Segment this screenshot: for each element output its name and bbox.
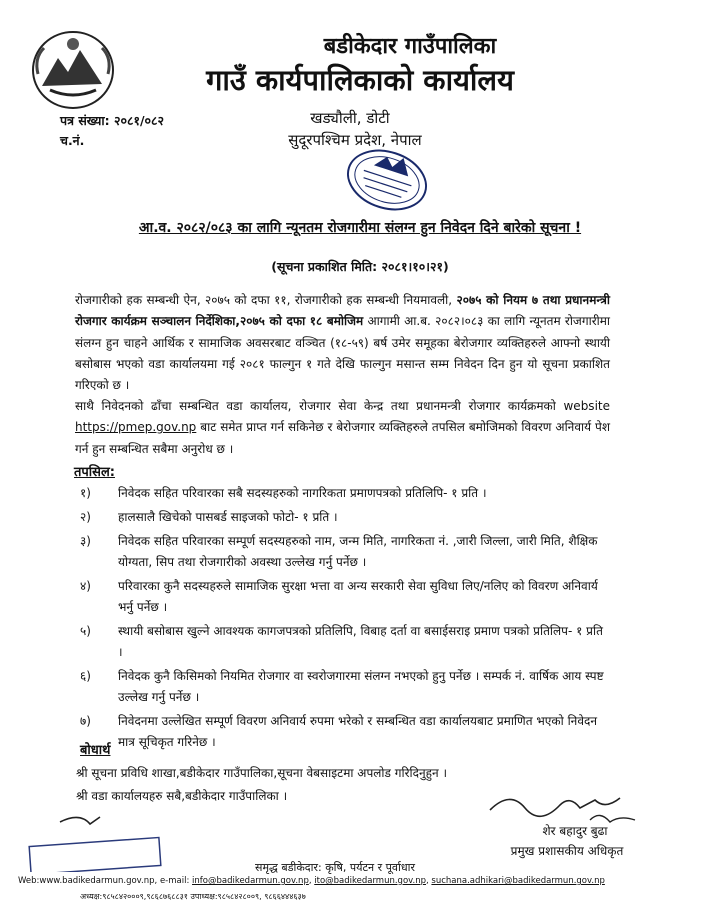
list-item-number: ५) [80,624,91,638]
address-line-2: सुदूरपश्चिम प्रदेश, नेपाल [288,131,422,149]
list-item-number: २) [80,510,91,524]
list-item-number: ३) [80,534,91,548]
list-item-text: स्थायी बसोबास खुल्ने आवश्यक कागजपत्रको प्रतिलिपि, विबाह दर्ता वा बसाईसराइ प्रमाण पत्रको प्रतिलिप- १ प्रति । [118,624,603,659]
email-link-suchana[interactable]: suchana.adhikari@badikedarmun.gov.np [431,876,605,886]
nepal-emblem-logo [30,28,116,112]
list-item-text: परिवारका कुनै सदस्यहरुले सामाजिक सुरक्षा भत्ता वा अन्य सरकारी सेवा सुविधा लिए/नलिए को विवरण अनिवार्य भर्नु पर्नेछ । [118,579,598,614]
para1-text-bold: २०७५ को नियम ७ तथा प्रधानमन्त्री रोजगार कार्यक्रम सञ्चालन निर्देशिका,२०७५ को दफा १८ बमोजिम [75,293,610,329]
signatory-title: प्रमुख प्रशासकीय अधिकृत [510,844,624,858]
list-item-number: ६) [80,669,91,683]
footer-slogan: समृद्ध बडीकेदार: कृषि, पर्यटन र पूर्वाधार [255,861,415,874]
website-link[interactable]: https://pmep.gov.np [75,420,197,435]
list-item [80,507,608,528]
notice-title: आ.व. २०८२/०८३ का लागि न्यूनतम रोजगारीमा संलग्न हुन निवेदन दिने बारेको सूचना ! [138,220,582,236]
list-item [80,621,608,663]
list-item [80,576,608,618]
signatory-name: शेर बहादुर बुढा [542,824,608,838]
para1-text-a: रोजगारीको हक सम्बन्धी ऐन, २०७५ को दफा ११, रोजगारीको हक सम्बन्धी नियमावली, [75,293,457,307]
list-item-text: निवेदनमा उल्लेखित सम्पूर्ण विवरण अनिवार्य रुपमा भरेको र सम्बन्धित वडा कार्यालयबाट प्रमाणित भएको निवेदन मात्र सूचिकृत गरिनेछ । [118,714,598,749]
list-item-number: १) [80,486,91,500]
office-title: गाउँ कार्यपालिकाको कार्यालय [206,63,514,97]
list-item-text: निवेदक सहित परिवारका सबै सदस्यहरुको नागरिकता प्रमाणपत्रको प्रतिलिपि- १ प्रति । [118,486,487,500]
bodhartha-heading: बोधार्थ [80,743,111,758]
para2-text-b: बाट समेत प्राप्त गर्न सकिनेछ र बेरोजगार व्यक्तिहरुले तपसिल बमोजिमको विवरण अनिवार्य पेश गर्न हुन सम्बन्धित सबैमा अनुरोध छ । [75,420,610,456]
publication-date: (सूचना प्रकाशित मिति: २०८१।१०।२१) [271,259,449,274]
tapasil-list [80,483,608,756]
office-name: बडीकेदार गाउँपालिका [323,34,497,59]
list-item-number: ४) [80,579,91,593]
notice-paragraph-1 [75,290,610,396]
list-item [80,531,608,573]
notice-paragraph-2 [75,396,610,460]
list-item [80,483,608,504]
email-link-ito[interactable]: ito@badikedarmun.gov.np [314,876,427,886]
office-seal-stamp [340,140,434,220]
email-link-info[interactable]: info@badikedarmun.gov.np [192,876,309,886]
dispatch-number: च.नं. [60,133,85,148]
para2-text-a: साथै निवेदनको ढाँचा सम्बन्धित वडा कार्यालय, रोजगार सेवा केन्द्र तथा प्रधानमन्त्री रोजगार कार्यक्रमको website [75,399,610,413]
list-item [80,711,608,753]
reference-number: पत्र संख्या: २०८१/०८२ [60,113,165,128]
footer-phones: अध्यक्ष:९८५८४२०००९,९८६८७६८८३१ उपाध्यक्ष:९८५८४२८००९, ९८६६४४४६३७ [80,892,306,901]
para1-text-c: आगामी आ.ब. २०८२।०८३ का लागि न्यूनतम रोजगारीमा संलग्न हुन चाहने आर्थिक र सामाजिक अवसरबाट वञ्चित (१८-५९) बर्ष उमेर समूहका बेरोजगार व्यक्तिहरुले आफ्नो स्थायी बसोबास भएको वडा कार्यालयमा गई २०८१ फाल्गुन १ गते देखि फाल्गुन मसान्त सम्म निवेदन दिन हुन यो सूचना प्रकाशित गरिएको छ । [75,314,610,393]
footer-web-label: Web:www.badikedarmun.gov.np, e-mail: [18,876,193,886]
list-item-text: हालसालै खिचेको पासबर्ड साइजको फोटो- १ प्रति । [118,510,338,524]
list-item-number: ७) [80,714,91,728]
list-item-text: निवेदक कुनै किसिमको नियमित रोजगार वा स्वरोजगारमा संलग्न नभएको हुनु पर्नेछ । सम्पर्क नं. वार्षिक आय स्पष्ट उल्लेख गर्नु पर्नेछ । [118,669,604,704]
address-line-1: खड्यौली, डोटी [310,109,390,127]
tapasil-heading: तपसिल: [74,465,115,480]
footer-contact: Web:www.badikedarmun.gov.np, e-mail: info@badikedarmun.gov.np, ito@badikedarmun.gov.np, suchana.adhikari@badikedarmun.gov.np [18,876,605,886]
personal-stamp [20,812,170,872]
bodhartha-line-1: श्री सूचना प्रविधि शाखा,बडीकेदार गाउँपालिका,सूचना वेबसाइटमा अपलोड गरिदिनुहुन । [76,766,448,780]
list-item-text: निवेदक सहित परिवारका सम्पूर्ण सदस्यहरुको नाम, जन्म मिति, नागरिकता नं. ,जारी जिल्ला, जारी मिति, शैक्षिक योग्यता, सिप तथा रोजगारीको अवस्था उल्लेख गर्नु पर्नेछ । [118,534,598,569]
bodhartha-line-2: श्री वडा कार्यालयहरु सबै,बडीकेदार गाउँपालिका । [76,789,288,803]
list-item [80,666,608,708]
